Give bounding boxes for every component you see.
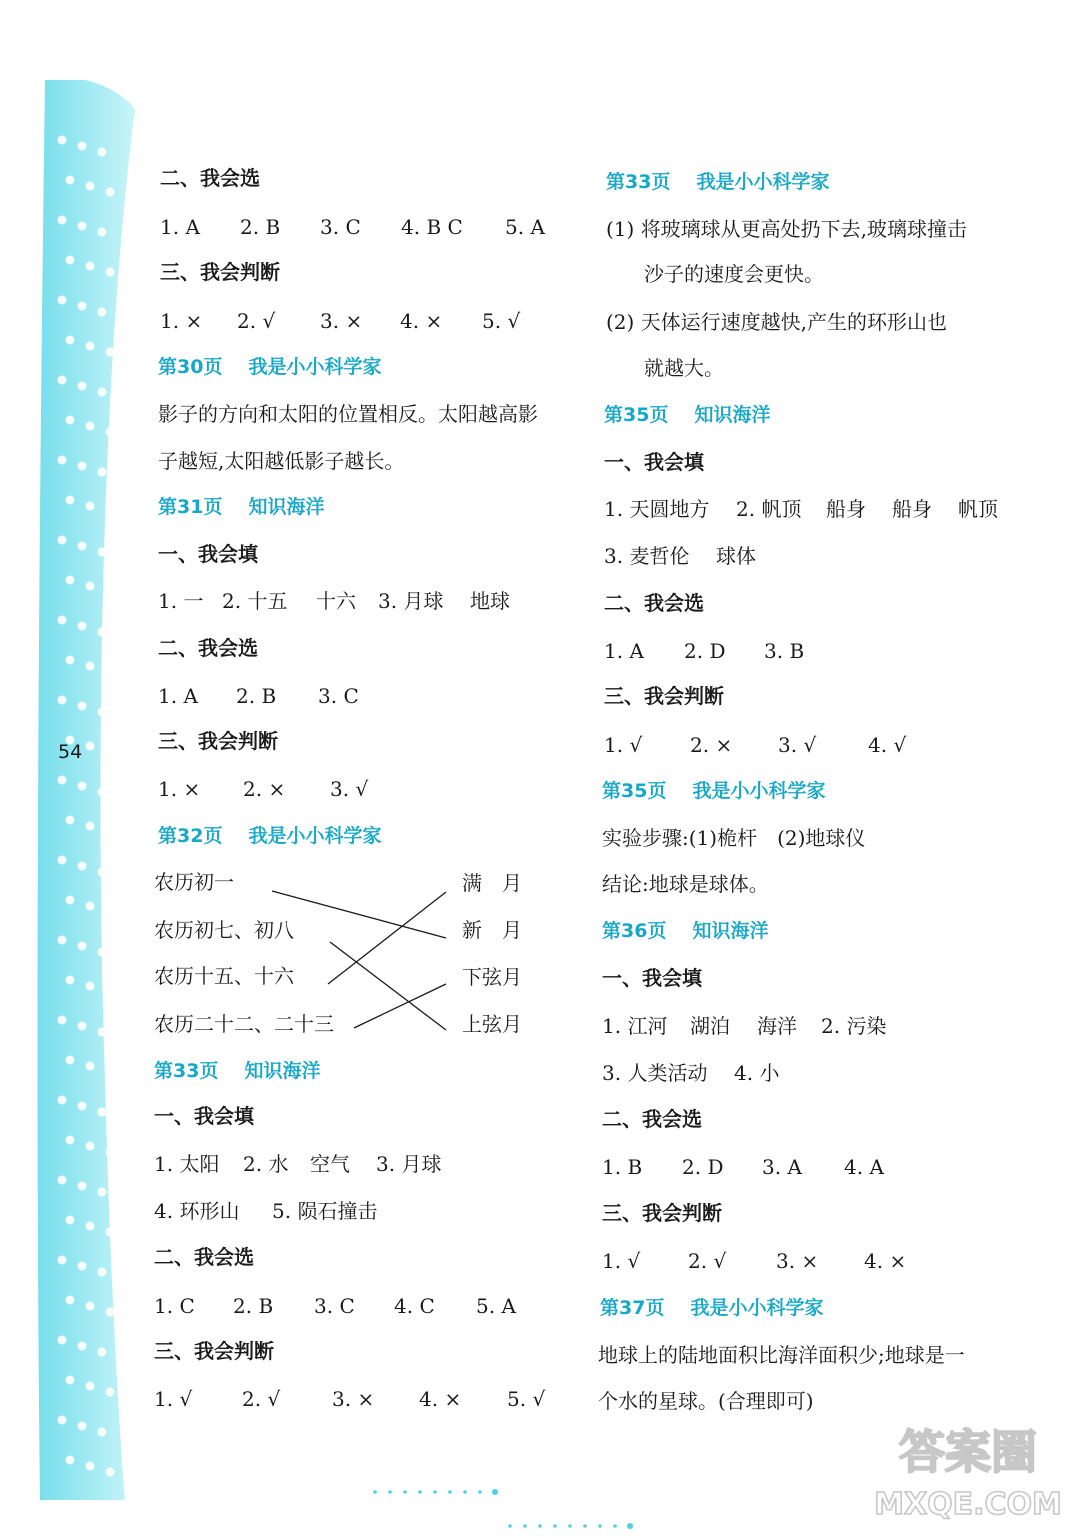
band-dot [86, 182, 95, 191]
band-dot [66, 1456, 75, 1465]
answer: 3. × [332, 1387, 375, 1411]
section-heading: 二、我会选 [602, 1107, 702, 1131]
text-line: 沙子的速度会更快。 [644, 262, 824, 286]
band-dot [106, 1468, 115, 1477]
band-dot [66, 576, 75, 585]
section-title: 我是小小科学家 [248, 825, 382, 847]
band-dot [106, 428, 115, 437]
footer-dot [492, 1489, 498, 1495]
answer: 3. 麦哲伦 [604, 544, 690, 568]
match-line [354, 984, 446, 1028]
answer: 3. C [318, 684, 359, 708]
answer: 2. √ [688, 1249, 727, 1273]
page-ref: 第33页 [154, 1060, 219, 1082]
answer: 1. B [602, 1155, 643, 1179]
band-dot [106, 668, 115, 677]
band-dot [98, 148, 107, 157]
section-heading: 三、我会判断 [160, 260, 280, 284]
band-dot [58, 136, 67, 145]
band-dot [66, 656, 75, 665]
band-dot [78, 1182, 87, 1191]
page-ref: 第33页 [606, 171, 671, 193]
band-dot [86, 422, 95, 431]
band-dot [86, 662, 95, 671]
section-title: 我是小小科学家 [696, 171, 830, 193]
band-dot [78, 1022, 87, 1031]
band-dot [106, 348, 115, 357]
match-right-item: 上弦月 [462, 1012, 522, 1036]
answer: 3. B [764, 639, 805, 663]
footer-dot [538, 1524, 542, 1528]
answer: 2. D [682, 1155, 724, 1179]
band-dot [86, 262, 95, 271]
band-dot [58, 1176, 67, 1185]
watermark-logo [873, 1410, 1063, 1528]
band-dot [78, 942, 87, 951]
band-dot [98, 388, 107, 397]
answer: 4. × [400, 309, 443, 333]
page-section-title [158, 498, 324, 517]
band-dot [58, 856, 67, 865]
band-dot [106, 1228, 115, 1237]
band-dot [66, 976, 75, 985]
section-title: 知识海洋 [694, 404, 771, 426]
match-right-item: 满 月 [462, 871, 522, 895]
section-heading: 一、我会填 [154, 1104, 254, 1128]
section-title: 知识海洋 [244, 1060, 321, 1082]
answer: 1. × [160, 309, 203, 333]
footer-dot [598, 1524, 602, 1528]
band-dot [58, 1256, 67, 1265]
page-section-title [154, 1062, 320, 1081]
band-dot [78, 702, 87, 711]
section-heading: 三、我会判断 [604, 684, 724, 708]
band-dot [106, 588, 115, 597]
band-dot [78, 622, 87, 631]
answer: 3. C [320, 215, 361, 239]
section-heading: 三、我会判断 [158, 729, 278, 753]
band-dot [66, 816, 75, 825]
answer: 3. C [314, 1294, 355, 1318]
text-line: 实验步骤:(1)桅杆 (2)地球仪 [602, 826, 866, 850]
page-section-title [606, 173, 829, 192]
answer: 2. 污染 [821, 1014, 887, 1038]
band-dot [86, 822, 95, 831]
match-left-item: 农历二十二、二十三 [154, 1012, 334, 1036]
answer: 5. A [476, 1294, 516, 1318]
footer-dot [627, 1523, 633, 1529]
text-line: (2) 天体运行速度越快,产生的环形山也 [606, 310, 948, 334]
answer: 3. A [762, 1155, 802, 1179]
footer-dot [523, 1524, 527, 1528]
answer: 5. 陨石撞击 [272, 1199, 378, 1223]
answer: 1. √ [602, 1249, 641, 1273]
page-ref: 第37页 [600, 1297, 665, 1319]
page-section-title [158, 827, 381, 846]
band-dot [58, 776, 67, 785]
text-line: 地球上的陆地面积比海洋面积少;地球是一 [598, 1343, 965, 1367]
band-dot [106, 908, 115, 917]
answer: 1. C [154, 1294, 195, 1318]
band-dot [86, 1142, 95, 1151]
band-dot [58, 1096, 67, 1105]
band-dot [106, 988, 115, 997]
answer: 地球 [470, 589, 510, 613]
band-dot [86, 1062, 95, 1071]
section-heading: 一、我会填 [158, 542, 258, 566]
answer: 4. A [844, 1155, 884, 1179]
answer: 4. B C [401, 215, 463, 239]
band-dot [58, 696, 67, 705]
band-dot [98, 868, 107, 877]
answer: 1. 江河 [602, 1014, 668, 1038]
page-ref: 第36页 [602, 920, 667, 942]
band-dot [86, 1462, 95, 1471]
answer: 1. 天圆地方 [604, 497, 710, 521]
match-right-item: 下弦月 [462, 965, 522, 989]
page-ref: 第31页 [158, 496, 223, 518]
band-dot [106, 1068, 115, 1077]
band-dot [106, 828, 115, 837]
footer-dot [583, 1524, 587, 1528]
answer: 2. 帆顶 [736, 497, 802, 521]
match-line [330, 942, 446, 1030]
page-section-title [602, 922, 768, 941]
answer: 4. C [394, 1294, 435, 1318]
band-dot [98, 468, 107, 477]
section-heading: 二、我会选 [604, 591, 704, 615]
band-dot [78, 1422, 87, 1431]
answer: 2. B [233, 1294, 274, 1318]
band-dot [86, 902, 95, 911]
answer: 2. 水 [243, 1152, 289, 1176]
section-heading: 三、我会判断 [602, 1201, 722, 1225]
band-dot [86, 582, 95, 591]
match-right-item: 新 月 [462, 918, 522, 942]
band-dot [98, 1268, 107, 1277]
band-dot [98, 1188, 107, 1197]
band-dot [106, 268, 115, 277]
answer: 1. √ [154, 1387, 193, 1411]
match-left-item: 农历初一 [154, 870, 234, 894]
answer: 3. × [776, 1249, 819, 1273]
band-dot [106, 508, 115, 517]
band-dot [58, 456, 67, 465]
section-heading: 一、我会填 [604, 450, 704, 474]
band-dot [98, 548, 107, 557]
band-dot [98, 1348, 107, 1357]
footer-dot [418, 1490, 422, 1494]
answer: 3. √ [778, 733, 817, 757]
section-title: 我是小小科学家 [692, 780, 826, 802]
text-line: 结论:地球是球体。 [602, 872, 769, 896]
text-line: 个水的星球。(合理即可) [598, 1389, 814, 1413]
answer: 4. √ [868, 733, 907, 757]
band-dot [78, 222, 87, 231]
band-dot [58, 1016, 67, 1025]
page-ref: 第35页 [602, 780, 667, 802]
answer: 船身 [892, 497, 932, 521]
band-dot [66, 256, 75, 265]
watermark-url: MXQE.COM [874, 1487, 1062, 1522]
answer: 1. 一 [158, 589, 204, 613]
band-dot [78, 302, 87, 311]
band-dot [58, 216, 67, 225]
band-dot [98, 948, 107, 957]
match-line [272, 891, 446, 938]
footer-dot [433, 1490, 437, 1494]
band-dot [86, 1222, 95, 1231]
text-line: 影子的方向和太阳的位置相反。太阳越高影 [158, 402, 538, 426]
band-dot [66, 416, 75, 425]
section-heading: 二、我会选 [160, 166, 260, 190]
band-dot [98, 708, 107, 717]
band-dot [86, 502, 95, 511]
band-dot [98, 1028, 107, 1037]
answer: 4. × [864, 1249, 907, 1273]
answer: 2. D [684, 639, 726, 663]
band-dot [66, 1216, 75, 1225]
footer-dot [568, 1524, 572, 1528]
page-section-title [602, 782, 825, 801]
answer: 3. 月球 [378, 589, 444, 613]
band-dot [78, 542, 87, 551]
band-dot [78, 1342, 87, 1351]
section-heading: 三、我会判断 [154, 1339, 274, 1363]
band-dot [98, 308, 107, 317]
answer: 海洋 [757, 1014, 797, 1038]
answer: 2. √ [242, 1387, 281, 1411]
band-dot [98, 1108, 107, 1117]
answer: 3. 人类活动 [602, 1061, 708, 1085]
footer-dot [478, 1490, 482, 1494]
answer: 2. × [243, 777, 286, 801]
answer: 1. × [158, 777, 201, 801]
band-dot [86, 1302, 95, 1311]
band-dot [58, 1416, 67, 1425]
band-dot [106, 1308, 115, 1317]
margin-decoration [0, 80, 135, 1500]
watermark-text: 答案圈 [899, 1425, 1037, 1479]
band-dot [66, 1136, 75, 1145]
answer: 5. A [505, 215, 545, 239]
answer: 2. × [690, 733, 733, 757]
band-dot [58, 536, 67, 545]
answer: 4. × [419, 1387, 462, 1411]
answer: 1. A [604, 639, 644, 663]
answer: 2. B [240, 215, 281, 239]
footer-dot [373, 1490, 377, 1494]
section-heading: 一、我会填 [602, 966, 702, 990]
band-dot [66, 336, 75, 345]
answer: 5. √ [482, 309, 521, 333]
answer: 1. 太阳 [154, 1152, 220, 1176]
band-dot [58, 296, 67, 305]
answer: 帆顶 [958, 497, 998, 521]
band-dot [98, 628, 107, 637]
page-section-title [158, 358, 381, 377]
answer: 1. √ [604, 733, 643, 757]
text-line: 子越短,太阳越低影子越长。 [158, 449, 405, 473]
band-dot [98, 1428, 107, 1437]
answer: 2. 十五 [222, 589, 288, 613]
page-section-title [600, 1299, 823, 1318]
section-title: 我是小小科学家 [248, 356, 382, 378]
answer: 3. × [320, 309, 363, 333]
footer-dot [613, 1524, 617, 1528]
page-section-title [604, 406, 770, 425]
page-ref: 第35页 [604, 404, 669, 426]
band-dot [98, 228, 107, 237]
match-left-item: 农历初七、初八 [154, 918, 294, 942]
footer-dot [508, 1524, 512, 1528]
band-dot [106, 1148, 115, 1157]
band-dot [86, 982, 95, 991]
answer: 湖泊 [690, 1014, 730, 1038]
answer: 球体 [716, 544, 756, 568]
section-title: 我是小小科学家 [690, 1297, 824, 1319]
band-dot [78, 1262, 87, 1271]
answer: 2. B [236, 684, 277, 708]
band-dot [86, 742, 95, 751]
section-title: 知识海洋 [248, 496, 325, 518]
answer: 十六 [316, 589, 356, 613]
answer: 1. A [158, 684, 198, 708]
answer: 船身 [826, 497, 866, 521]
band-dot [86, 342, 95, 351]
band-dot [58, 1336, 67, 1345]
answer: 2. √ [237, 309, 276, 333]
footer-dot [553, 1524, 557, 1528]
section-title: 知识海洋 [692, 920, 769, 942]
band-dot [98, 788, 107, 797]
band-dot [106, 748, 115, 757]
answer: 4. 环形山 [154, 1199, 240, 1223]
footer-dot [388, 1490, 392, 1494]
answer: 1. A [160, 215, 200, 239]
answer: 3. 月球 [376, 1152, 442, 1176]
section-heading: 二、我会选 [154, 1245, 254, 1269]
band-dot [86, 1382, 95, 1391]
band-dot [78, 1102, 87, 1111]
band-dot [58, 376, 67, 385]
text-line: (1) 将玻璃球从更高处扔下去,玻璃球撞击 [606, 217, 968, 241]
page-number: 54 [58, 741, 83, 763]
page-ref: 第30页 [158, 356, 223, 378]
band-dot [66, 1296, 75, 1305]
footer-dot [403, 1490, 407, 1494]
answer: 空气 [310, 1152, 350, 1176]
band-dot [66, 1056, 75, 1065]
page-ref: 第32页 [158, 825, 223, 847]
match-left-item: 农历十五、十六 [154, 964, 294, 988]
band-dot [66, 1376, 75, 1385]
band-dot [58, 936, 67, 945]
band-dot [58, 616, 67, 625]
match-line [328, 892, 446, 984]
answer: 4. 小 [734, 1061, 780, 1085]
band-dot [106, 188, 115, 197]
answer: 5. √ [507, 1387, 546, 1411]
band-dot [78, 862, 87, 871]
section-heading: 二、我会选 [158, 636, 258, 660]
footer-dot [448, 1490, 452, 1494]
band-dot [78, 142, 87, 151]
band-dot [106, 1388, 115, 1397]
band-dot [66, 896, 75, 905]
band-dot [66, 496, 75, 505]
answer: 3. √ [330, 777, 369, 801]
band-dot [78, 462, 87, 471]
band-dot [66, 176, 75, 185]
band-dot [78, 782, 87, 791]
footer-dot [463, 1490, 467, 1494]
text-line: 就越大。 [644, 356, 724, 380]
band-dot [78, 382, 87, 391]
